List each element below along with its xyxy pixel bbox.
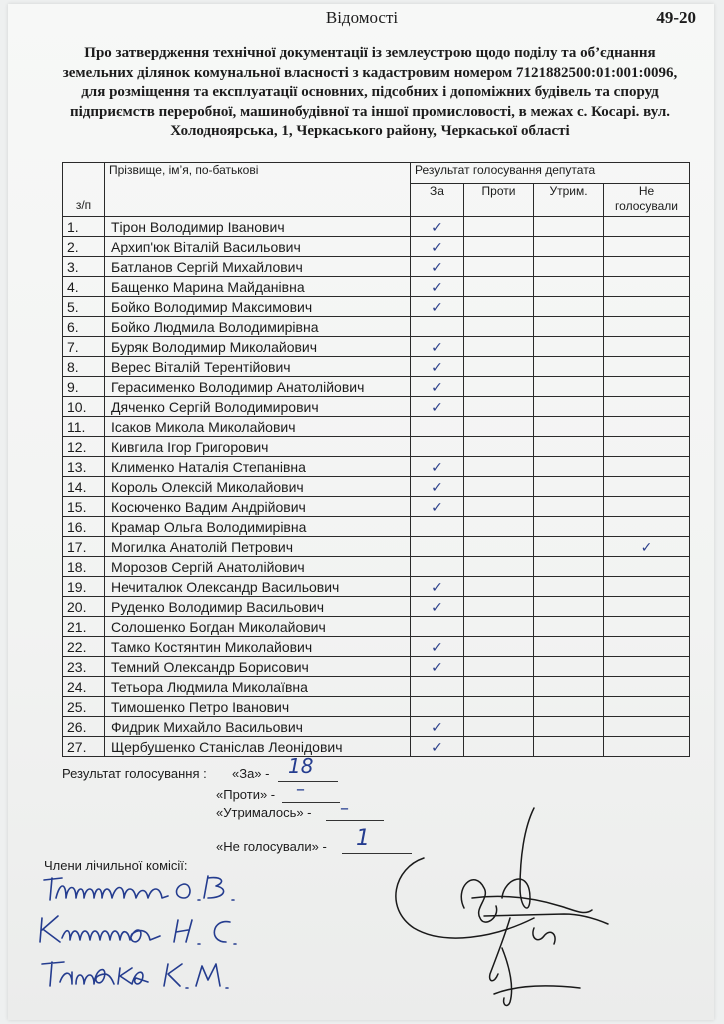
table-row <box>63 417 690 437</box>
row-number: 19. <box>63 577 105 597</box>
check-mark-icon: ✓ <box>431 498 443 515</box>
table-row <box>63 337 690 357</box>
row-number: 22. <box>63 637 105 657</box>
vote-cell-za <box>411 417 464 437</box>
table-row <box>63 717 690 737</box>
vote-cell-proty <box>464 677 534 697</box>
vote-cell-za <box>411 597 464 617</box>
row-number: 13. <box>63 457 105 477</box>
row-number: 23. <box>63 657 105 677</box>
vote-cell-za <box>411 437 464 457</box>
table-row <box>63 597 690 617</box>
vote-cell-za <box>411 317 464 337</box>
vote-cell-za <box>411 657 464 677</box>
row-number: 15. <box>63 497 105 517</box>
chairman-signature <box>384 798 624 1013</box>
result-label: Результат голосування : <box>62 766 207 781</box>
deputy-name: Могилка Анатолій Петрович <box>105 537 411 557</box>
row-number: 17. <box>63 537 105 557</box>
vote-cell-utrym <box>534 717 604 737</box>
vote-cell-utrym <box>534 397 604 417</box>
row-number: 27. <box>63 737 105 757</box>
vote-cell-za <box>411 677 464 697</box>
vote-cell-proty <box>464 617 534 637</box>
deputy-name: Бойко Володимир Максимович <box>105 297 411 317</box>
row-number: 3. <box>63 257 105 277</box>
vote-cell-proty <box>464 297 534 317</box>
vote-cell-proty <box>464 217 534 237</box>
proty-label: «Проти» - <box>216 787 276 802</box>
column-header-za: За <box>411 184 464 217</box>
vote-cell-ne <box>604 457 690 477</box>
vote-cell-ne <box>604 237 690 257</box>
table-row <box>63 377 690 397</box>
vote-cell-ne <box>604 357 690 377</box>
check-mark-icon: ✓ <box>431 338 443 355</box>
vote-cell-ne <box>604 597 690 617</box>
vote-cell-proty <box>464 537 534 557</box>
table-row <box>63 457 690 477</box>
vote-cell-proty <box>464 437 534 457</box>
utrym-value: – <box>340 798 349 819</box>
check-mark-icon: ✓ <box>431 578 443 595</box>
deputy-name: Ісаков Микола Миколайович <box>105 417 411 437</box>
vote-cell-proty <box>464 737 534 757</box>
za-value: 18 <box>288 754 314 778</box>
vote-cell-utrym <box>534 697 604 717</box>
vote-cell-za <box>411 297 464 317</box>
table-row <box>63 397 690 417</box>
row-number: 6. <box>63 317 105 337</box>
row-number: 9. <box>63 377 105 397</box>
vote-cell-za <box>411 537 464 557</box>
vote-cell-ne <box>604 637 690 657</box>
column-header-proty: Проти <box>464 184 534 217</box>
proty-underline <box>282 802 340 803</box>
vote-cell-za <box>411 517 464 537</box>
deputy-name: Герасименко Володимир Анатолійович <box>105 377 411 397</box>
vote-cell-utrym <box>534 377 604 397</box>
za-label: «За» - <box>232 766 270 781</box>
check-mark-icon: ✓ <box>431 658 443 675</box>
row-number: 5. <box>63 297 105 317</box>
table-row <box>63 277 690 297</box>
vote-cell-utrym <box>534 657 604 677</box>
deputy-name: Морозов Сергій Анатолійович <box>105 557 411 577</box>
row-number: 16. <box>63 517 105 537</box>
vote-cell-utrym <box>534 617 604 637</box>
table-row <box>63 217 690 237</box>
vote-cell-za <box>411 497 464 517</box>
row-number: 2. <box>63 237 105 257</box>
row-number: 18. <box>63 557 105 577</box>
row-number: 11. <box>63 417 105 437</box>
row-number: 12. <box>63 437 105 457</box>
row-number: 8. <box>63 357 105 377</box>
vote-cell-ne <box>604 277 690 297</box>
row-number: 7. <box>63 337 105 357</box>
vote-cell-ne <box>604 737 690 757</box>
vote-cell-proty <box>464 577 534 597</box>
vote-cell-za <box>411 277 464 297</box>
table-row <box>63 517 690 537</box>
vote-cell-utrym <box>534 437 604 457</box>
check-mark-icon: ✓ <box>431 458 443 475</box>
table-row <box>63 617 690 637</box>
table-row <box>63 357 690 377</box>
document-title: Відомості <box>325 8 399 27</box>
vote-cell-proty <box>464 237 534 257</box>
document-number: 49-20 <box>656 8 696 27</box>
deputy-name: Король Олексій Миколайович <box>105 477 411 497</box>
row-number: 4. <box>63 277 105 297</box>
vote-cell-proty <box>464 657 534 677</box>
vote-cell-ne <box>604 557 690 577</box>
vote-cell-proty <box>464 417 534 437</box>
vote-cell-utrym <box>534 297 604 317</box>
ne-value: 1 <box>356 826 370 851</box>
vote-cell-za <box>411 477 464 497</box>
vote-cell-utrym <box>534 537 604 557</box>
column-header-name: Прізвище, ім’я, по-батькові <box>105 163 411 217</box>
deputy-name: Тетьора Людмила Миколаївна <box>105 677 411 697</box>
za-underline <box>278 781 338 782</box>
check-mark-icon: ✓ <box>431 598 443 615</box>
vote-cell-ne <box>604 657 690 677</box>
vote-cell-ne <box>604 517 690 537</box>
vote-cell-proty <box>464 597 534 617</box>
vote-cell-proty <box>464 517 534 537</box>
deputy-name: Фидрик Михайло Васильович <box>105 717 411 737</box>
deputy-name: Батланов Сергій Михайлович <box>105 257 411 277</box>
table-row <box>63 637 690 657</box>
deputy-name: Тимошенко Петро Іванович <box>105 697 411 717</box>
column-header-number: з/п <box>63 163 105 217</box>
vote-cell-ne <box>604 217 690 237</box>
check-mark-icon: ✓ <box>431 298 443 315</box>
check-mark-icon: ✓ <box>431 258 443 275</box>
vote-cell-utrym <box>534 517 604 537</box>
row-number: 20. <box>63 597 105 617</box>
vote-cell-proty <box>464 497 534 517</box>
deputy-name: Щербушенко Станіслав Леонідович <box>105 737 411 757</box>
vote-cell-proty <box>464 257 534 277</box>
vote-cell-utrym <box>534 337 604 357</box>
vote-cell-za <box>411 237 464 257</box>
row-number: 14. <box>63 477 105 497</box>
deputy-name: Кивгила Ігор Григорович <box>105 437 411 457</box>
vote-cell-ne <box>604 377 690 397</box>
row-number: 26. <box>63 717 105 737</box>
proty-value: – <box>296 779 305 800</box>
check-mark-icon: ✓ <box>431 278 443 295</box>
vote-cell-ne <box>604 617 690 637</box>
vote-cell-ne <box>604 417 690 437</box>
commission-signatures <box>36 868 276 1018</box>
table-row <box>63 737 690 757</box>
vote-cell-ne <box>604 537 690 557</box>
vote-cell-proty <box>464 557 534 577</box>
table-row <box>63 677 690 697</box>
vote-cell-za <box>411 617 464 637</box>
vote-cell-utrym <box>534 597 604 617</box>
vote-cell-proty <box>464 477 534 497</box>
deputy-name: Крамар Ольга Володимирівна <box>105 517 411 537</box>
check-mark-icon: ✓ <box>640 538 653 555</box>
deputy-name: Дяченко Сергій Володимирович <box>105 397 411 417</box>
table-row <box>63 257 690 277</box>
row-number: 1. <box>63 217 105 237</box>
check-mark-icon: ✓ <box>431 218 443 235</box>
voting-table <box>62 162 690 757</box>
table-row <box>63 537 690 557</box>
check-mark-icon: ✓ <box>431 738 443 755</box>
check-mark-icon: ✓ <box>431 238 443 255</box>
vote-cell-za <box>411 557 464 577</box>
vote-cell-ne <box>604 697 690 717</box>
vote-cell-proty <box>464 397 534 417</box>
column-header-result: Результат голосування депутата <box>411 163 690 184</box>
vote-cell-utrym <box>534 497 604 517</box>
vote-cell-utrym <box>534 477 604 497</box>
vote-cell-proty <box>464 377 534 397</box>
vote-cell-utrym <box>534 257 604 277</box>
check-mark-icon: ✓ <box>431 398 443 415</box>
table-row <box>63 437 690 457</box>
deputy-name: Бащенко Марина Майданівна <box>105 277 411 297</box>
row-number: 25. <box>63 697 105 717</box>
vote-cell-za <box>411 257 464 277</box>
vote-cell-za <box>411 457 464 477</box>
vote-cell-proty <box>464 457 534 477</box>
vote-cell-ne <box>604 397 690 417</box>
utrym-label: «Утрималось» - <box>216 805 312 820</box>
vote-cell-ne <box>604 317 690 337</box>
vote-cell-ne <box>604 437 690 457</box>
vote-cell-za <box>411 697 464 717</box>
table-row <box>63 497 690 517</box>
row-number: 24. <box>63 677 105 697</box>
table-row <box>63 577 690 597</box>
vote-cell-utrym <box>534 677 604 697</box>
row-number: 10. <box>63 397 105 417</box>
deputy-name: Архип'юк Віталій Васильович <box>105 237 411 257</box>
deputy-name: Солошенко Богдан Миколайович <box>105 617 411 637</box>
table-row <box>63 237 690 257</box>
vote-cell-za <box>411 377 464 397</box>
deputy-name: Верес Віталій Терентійович <box>105 357 411 377</box>
vote-cell-proty <box>464 717 534 737</box>
check-mark-icon: ✓ <box>431 378 443 395</box>
vote-cell-utrym <box>534 217 604 237</box>
deputy-name: Буряк Володимир Миколайович <box>105 337 411 357</box>
vote-cell-utrym <box>534 577 604 597</box>
vote-cell-utrym <box>534 557 604 577</box>
vote-cell-utrym <box>534 237 604 257</box>
vote-cell-ne <box>604 477 690 497</box>
vote-cell-ne <box>604 677 690 697</box>
vote-cell-za <box>411 717 464 737</box>
vote-cell-proty <box>464 697 534 717</box>
deputy-name: Косюченко Вадим Андрійович <box>105 497 411 517</box>
vote-cell-proty <box>464 337 534 357</box>
check-mark-icon: ✓ <box>431 638 443 655</box>
vote-cell-za <box>411 397 464 417</box>
vote-cell-proty <box>464 637 534 657</box>
vote-cell-utrym <box>534 737 604 757</box>
vote-cell-utrym <box>534 277 604 297</box>
document-subject: Про затвердження технічної документації із землеустрою щодо поділу та об’єднання земельних ділянок комунальної власності з кадастровим номером 7121882500:01:001:0096, для розміщення та експлуатації основних, підсобних і допоміжних будівель та споруд підприємств переробної, машинобудівної та іншої промисловості, в межах с. Косарі. вул. Холодноярська, 1, Черкаського району, Черкаської області <box>62 45 678 140</box>
column-header-utrym: Утрим. <box>534 184 604 217</box>
commission-label: Члени лічильної комісії: <box>44 858 188 873</box>
deputy-name: Нечиталюк Олександр Васильович <box>105 577 411 597</box>
ne-label: «Не голосували» - <box>216 839 327 854</box>
column-header-ne: Не голосували <box>604 184 690 217</box>
check-mark-icon: ✓ <box>431 478 443 495</box>
table-row <box>63 317 690 337</box>
deputy-name: Тірон Володимир Іванович <box>105 217 411 237</box>
vote-cell-za <box>411 737 464 757</box>
vote-cell-proty <box>464 317 534 337</box>
table-row <box>63 477 690 497</box>
vote-cell-za <box>411 577 464 597</box>
vote-cell-utrym <box>534 637 604 657</box>
vote-cell-za <box>411 637 464 657</box>
deputy-name: Бойко Людмила Володимирівна <box>105 317 411 337</box>
table-row <box>63 697 690 717</box>
vote-cell-ne <box>604 497 690 517</box>
check-mark-icon: ✓ <box>431 358 443 375</box>
vote-cell-ne <box>604 577 690 597</box>
deputy-name: Тамко Костянтин Миколайович <box>105 637 411 657</box>
vote-cell-ne <box>604 257 690 277</box>
vote-cell-za <box>411 217 464 237</box>
vote-cell-ne <box>604 337 690 357</box>
vote-cell-ne <box>604 717 690 737</box>
vote-cell-utrym <box>534 317 604 337</box>
vote-cell-ne <box>604 297 690 317</box>
deputy-name: Клименко Наталія Степанівна <box>105 457 411 477</box>
table-row <box>63 657 690 677</box>
vote-cell-proty <box>464 277 534 297</box>
table-row <box>63 297 690 317</box>
check-mark-icon: ✓ <box>431 718 443 735</box>
vote-cell-za <box>411 337 464 357</box>
utrym-underline <box>326 820 384 821</box>
vote-cell-utrym <box>534 417 604 437</box>
vote-cell-utrym <box>534 357 604 377</box>
vote-cell-za <box>411 357 464 377</box>
row-number: 21. <box>63 617 105 637</box>
deputy-name: Руденко Володимир Васильович <box>105 597 411 617</box>
table-row <box>63 557 690 577</box>
vote-cell-proty <box>464 357 534 377</box>
vote-cell-utrym <box>534 457 604 477</box>
deputy-name: Темний Олександр Борисович <box>105 657 411 677</box>
